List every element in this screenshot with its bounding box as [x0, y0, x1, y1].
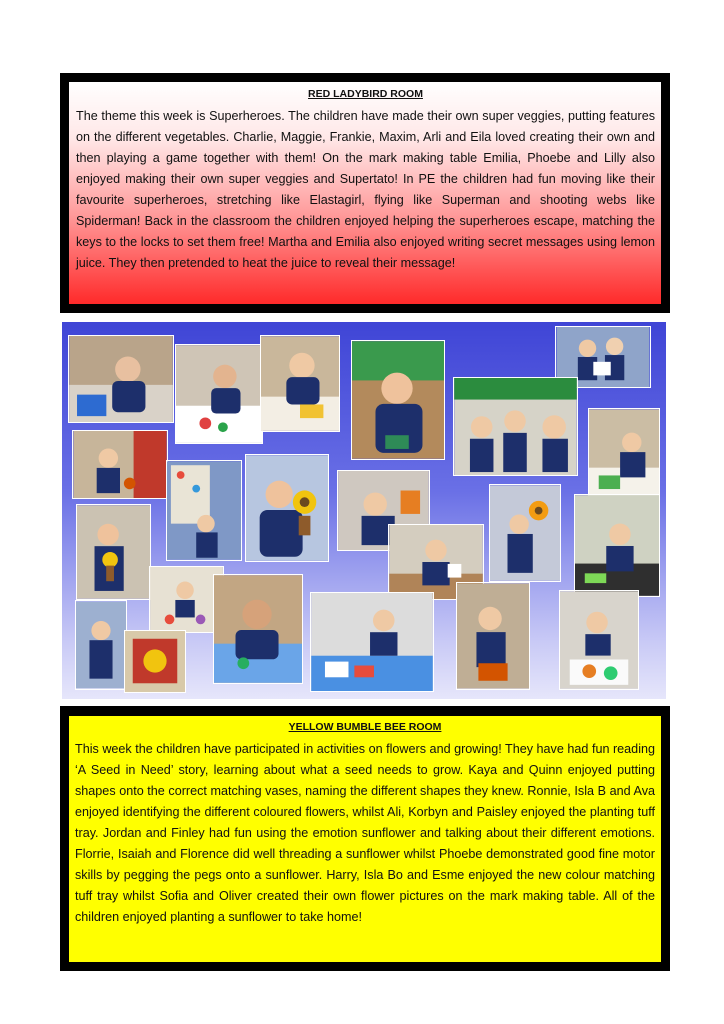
collage-photo	[76, 504, 151, 600]
collage-photo	[310, 592, 434, 692]
collage-photo	[213, 574, 303, 684]
yellow-bumble-bee-room-text: This week the children have participated in activities on flowers and growing! They have had fun reading ‘A Seed in Need’ story, learning about what a seed needs to grow. Kaya and Quinn enjoyed putting shapes onto the correct matching vases, naming the different shapes they knew. Ronnie, Isla B and Ava enjoyed identifying the different coloured flowers, whilst Ali, Korbyn and Paisley enjoyed the planting tuff tray. Jordan and Finley had fun using the emotion sunflower and talking about their different emotions. Florrie, Isaiah and Florence did well threading a sunflower whilst Phoebe demonstrated good fine motor skills by pegging the pegs onto a sunflower. Harry, Isla Bo and Esme enjoyed the new colour matching tuff tray whilst Sofia and Oliver created their own flower pictures on the mark making table. All of the children enjoyed planting a sunflower to take home!	[75, 742, 655, 924]
collage-photo	[72, 430, 168, 499]
collage-photo	[124, 630, 186, 693]
collage-photo	[245, 454, 329, 562]
collage-photo	[574, 494, 660, 597]
photo-collage	[62, 322, 666, 699]
collage-photo	[559, 590, 639, 690]
collage-photo	[489, 484, 561, 582]
collage-photo	[453, 377, 578, 476]
collage-photo	[456, 582, 530, 690]
yellow-bumble-bee-room-panel	[69, 716, 661, 962]
collage-photo	[68, 335, 174, 423]
collage-photo	[351, 340, 445, 460]
red-ladybird-room-panel	[69, 82, 661, 304]
red-ladybird-room-section	[60, 73, 670, 313]
collage-photo	[175, 344, 263, 444]
collage-photo	[588, 408, 660, 504]
yellow-bumble-bee-room-section	[60, 706, 670, 971]
collage-photo	[166, 460, 242, 561]
red-ladybird-room-title: RED LADYBIRD ROOM	[308, 88, 423, 100]
collage-photo	[75, 600, 127, 690]
collage-photo	[260, 335, 340, 432]
red-ladybird-room-text: The theme this week is Superheroes. The children have made their own super veggies, putting features on the different vegetables. Charlie, Maggie, Frankie, Maxim, Arli and Eila loved creating their own and then playing a game together with them! On the mark making table Emilia, Phoebe and Lilly also enjoyed making their own super veggies and Supertato! In PE the children had fun moving like their favourite superheroes, stretching like Elastagirl, flying like Superman and shooting webs like Spiderman! Back in the classroom the children enjoyed helping the superheroes escape, matching the keys to the locks to set them free! Martha and Emilia also enjoyed writing secret messages using lemon juice. They then pretended to heat the juice to reveal their message!	[76, 109, 655, 270]
yellow-bumble-bee-room-title: YELLOW BUMBLE BEE ROOM	[288, 721, 442, 733]
